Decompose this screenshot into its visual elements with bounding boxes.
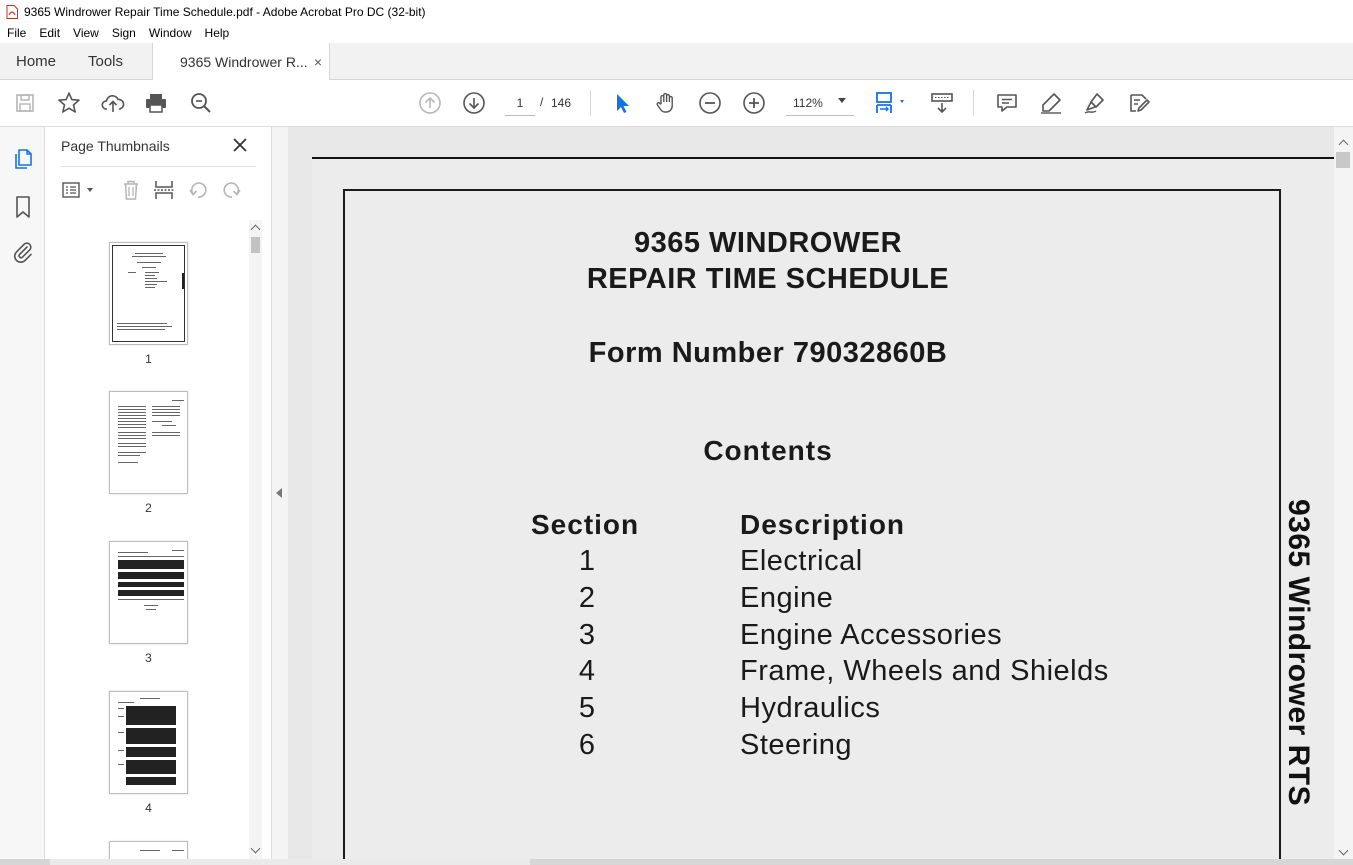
bookmarks-icon[interactable] bbox=[11, 195, 35, 219]
insert-page-icon[interactable] bbox=[153, 179, 175, 201]
page-top-rule bbox=[312, 157, 1334, 159]
tab-document-label: 9365 Windrower R... bbox=[180, 54, 308, 70]
close-panel-icon[interactable] bbox=[231, 136, 249, 154]
rotate-right-icon[interactable] bbox=[221, 179, 243, 201]
draw-pen-icon[interactable] bbox=[1082, 90, 1108, 116]
hand-tool-icon[interactable] bbox=[653, 90, 679, 116]
select-cursor-icon[interactable] bbox=[609, 90, 635, 116]
menu-bar bbox=[0, 23, 1353, 43]
section-description: Engine bbox=[740, 582, 834, 614]
document-title-line2: REPAIR TIME SCHEDULE bbox=[586, 263, 950, 295]
toolbar-divider bbox=[973, 90, 974, 116]
thumbnail-page-label: 4 bbox=[145, 801, 152, 815]
window-titlebar bbox=[0, 0, 1353, 23]
document-viewer[interactable] bbox=[288, 127, 1334, 859]
section-number: 2 bbox=[578, 582, 596, 614]
page-thumbnail[interactable] bbox=[109, 691, 188, 794]
contents-heading: Contents bbox=[703, 435, 833, 466]
print-icon[interactable] bbox=[143, 90, 169, 116]
menu-view[interactable]: View bbox=[73, 26, 99, 40]
bookmark-star-icon[interactable] bbox=[56, 90, 82, 116]
thumbnail-frame bbox=[112, 245, 185, 342]
scroll-down-icon[interactable] bbox=[1339, 846, 1349, 856]
section-number: 3 bbox=[578, 619, 596, 651]
scroll-mode-icon[interactable] bbox=[929, 90, 955, 116]
menu-sign[interactable]: Sign bbox=[111, 26, 136, 40]
section-description: Frame, Wheels and Shields bbox=[740, 655, 1109, 687]
page-thumbnail[interactable] bbox=[109, 841, 188, 860]
zoom-in-icon[interactable] bbox=[741, 90, 767, 116]
toolbar-divider bbox=[590, 90, 591, 116]
scroll-thumb[interactable] bbox=[1336, 152, 1350, 168]
page-thumbnail[interactable] bbox=[109, 242, 188, 345]
form-number: Form Number 79032860B bbox=[588, 337, 948, 369]
rotate-left-icon[interactable] bbox=[187, 179, 209, 201]
section-description: Engine Accessories bbox=[740, 619, 1003, 651]
zoom-out-icon[interactable] bbox=[697, 90, 723, 116]
bottom-status-strip bbox=[0, 859, 1353, 865]
menu-help[interactable]: Help bbox=[204, 26, 230, 40]
section-number: 1 bbox=[578, 545, 596, 577]
acrobat-pdf-icon bbox=[6, 5, 18, 19]
divider bbox=[61, 166, 256, 167]
description-column-heading: Description bbox=[740, 509, 906, 540]
tab-close-icon[interactable]: × bbox=[313, 54, 322, 70]
zoom-value: 112% bbox=[793, 95, 823, 110]
page-thumbnail[interactable] bbox=[109, 391, 188, 494]
left-navigation-rail bbox=[0, 127, 45, 865]
main-toolbar bbox=[0, 80, 1353, 127]
panel-title: Page Thumbnails bbox=[61, 138, 170, 154]
window-title: 9365 Windrower Repair Time Schedule.pdf - Adobe Acrobat Pro DC (32-bit) bbox=[24, 4, 426, 19]
page-total: 146 bbox=[551, 96, 572, 110]
tab-document[interactable] bbox=[152, 43, 330, 81]
fill-sign-icon[interactable] bbox=[1126, 90, 1152, 116]
thumbnail-page-label: 2 bbox=[145, 501, 152, 515]
scroll-down-icon[interactable] bbox=[251, 844, 261, 854]
panel-collapse-handle[interactable] bbox=[272, 127, 288, 865]
menu-file[interactable]: File bbox=[7, 26, 27, 40]
save-icon[interactable] bbox=[12, 90, 38, 116]
menu-window[interactable]: Window bbox=[148, 26, 192, 40]
delete-page-icon[interactable] bbox=[120, 179, 142, 201]
section-number: 4 bbox=[578, 655, 596, 687]
section-number: 6 bbox=[578, 729, 596, 761]
upload-cloud-icon[interactable] bbox=[100, 90, 126, 116]
section-column-heading: Section bbox=[531, 509, 640, 540]
page-display-icon[interactable] bbox=[872, 90, 908, 116]
scroll-up-icon[interactable] bbox=[251, 225, 261, 235]
page-thumbnails-panel bbox=[45, 127, 272, 865]
previous-page-icon[interactable] bbox=[417, 90, 443, 116]
tab-tools[interactable]: Tools bbox=[88, 53, 124, 70]
document-scrollbar[interactable] bbox=[1334, 127, 1353, 859]
scroll-up-icon[interactable] bbox=[1339, 140, 1349, 150]
strip-highlight bbox=[50, 859, 530, 865]
document-title-line1: 9365 WINDROWER bbox=[633, 227, 903, 259]
page-number-input[interactable] bbox=[505, 90, 535, 116]
section-description: Hydraulics bbox=[740, 692, 881, 724]
thumbnail-scrollbar[interactable] bbox=[249, 220, 262, 860]
side-running-label: 9365 Windrower RTS bbox=[1282, 499, 1315, 807]
scroll-thumb[interactable] bbox=[251, 237, 260, 253]
menu-edit[interactable]: Edit bbox=[39, 26, 61, 40]
attachments-icon[interactable] bbox=[11, 240, 35, 264]
next-page-icon[interactable] bbox=[461, 90, 487, 116]
tab-bar bbox=[0, 43, 1353, 80]
highlight-pen-icon[interactable] bbox=[1038, 90, 1064, 116]
chevron-down-icon bbox=[838, 98, 846, 103]
zoom-select[interactable] bbox=[786, 90, 854, 116]
page-thumbnails-icon[interactable] bbox=[11, 147, 35, 171]
comment-icon[interactable] bbox=[994, 90, 1020, 116]
page-thumbnail[interactable] bbox=[109, 541, 188, 644]
section-description: Steering bbox=[740, 729, 853, 761]
thumbnail-page-label: 1 bbox=[145, 352, 152, 366]
collapse-arrow-icon bbox=[276, 488, 282, 498]
search-zoom-icon[interactable] bbox=[188, 90, 214, 116]
tab-home[interactable]: Home bbox=[16, 53, 57, 70]
document-page bbox=[312, 157, 1334, 859]
thumbnail-options-icon[interactable] bbox=[61, 179, 95, 201]
section-description: Electrical bbox=[740, 545, 863, 577]
section-number: 5 bbox=[578, 692, 596, 724]
page-separator: / bbox=[540, 95, 544, 109]
thumbnail-list bbox=[45, 220, 250, 860]
thumbnail-page-label: 3 bbox=[145, 651, 152, 665]
